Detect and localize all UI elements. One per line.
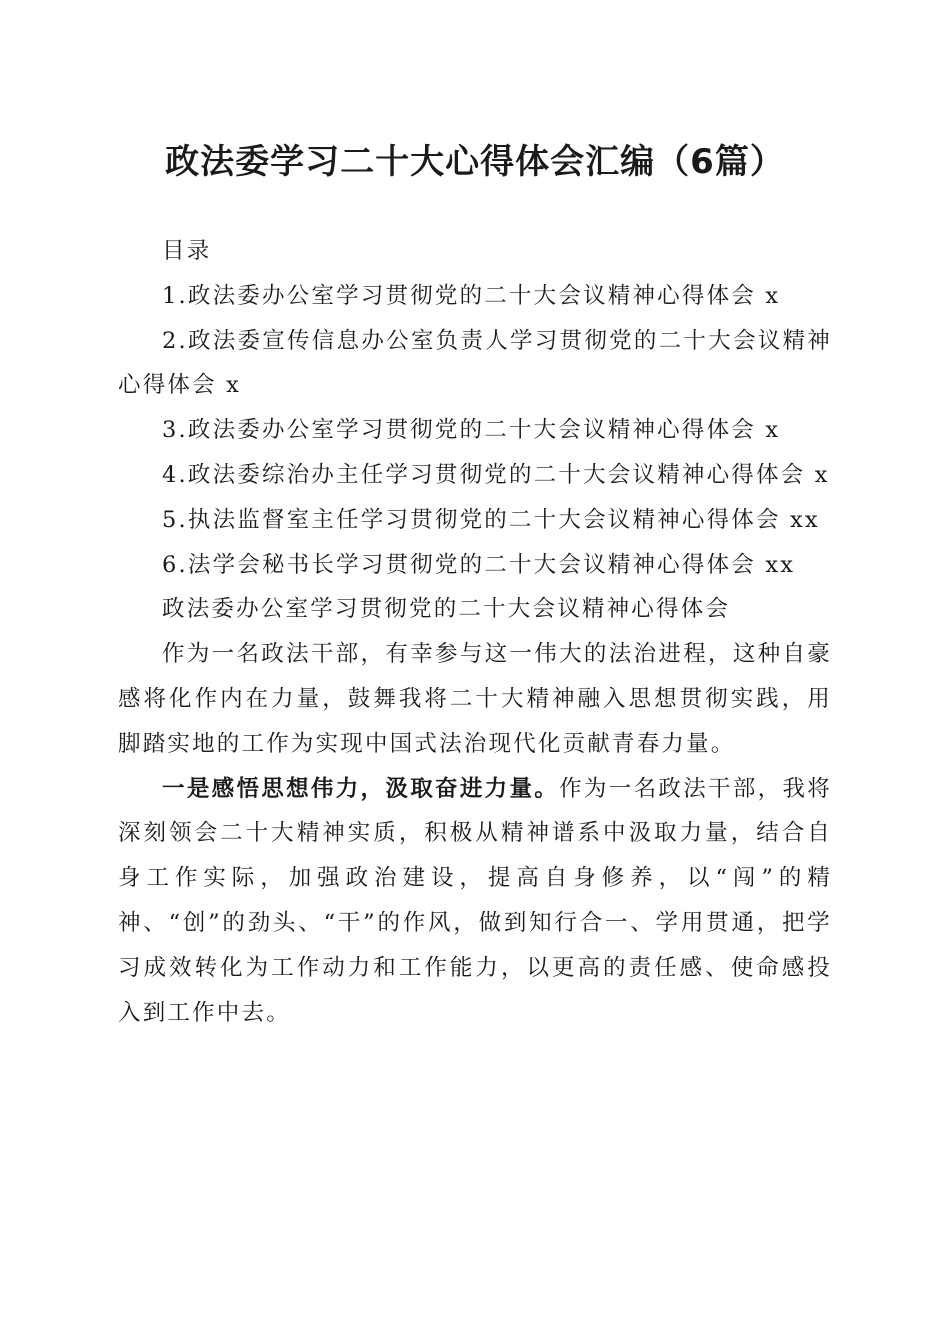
toc-heading: 目录 (162, 238, 212, 264)
paragraph-2-lead: 一是感悟思想伟力，汲取奋进力量。 (162, 775, 560, 802)
section-title: 政法委办公室学习贯彻党的二十大会议精神心得体会 (162, 596, 731, 623)
paragraph-1: 作为一名政法干部，有幸参与这一伟大的法治进程，这种自豪感将化作内在力量，鼓舞我将二十大精神融入思想贯彻实践，用脚踏实地的工作为实现中国式法治现代化贡献青春力量。 (118, 641, 832, 757)
paragraph-2 (118, 767, 832, 1036)
toc-item-4: 4.政法委综治办主任学习贯彻党的二十大会议精神心得体会 x (162, 461, 830, 488)
paragraph-2-body: 作为一名政法干部，我将深刻领会二十大精神实质，积极从精神谱系中汲取力量，结合自身工作实际，加强政治建设，提高自身修养，以“闯”的精神、“创”的劲头、“干”的作风，做到知行合一、学用贯通，把学习成效转化为工作动力和工作能力，以更高的责任感、使命感投入到工作中去。 (118, 775, 832, 1026)
toc-item-5: 5.执法监督室主任学习贯彻党的二十大会议精神心得体会 xx (162, 506, 820, 533)
toc-item-1: 1.政法委办公室学习贯彻党的二十大会议精神心得体会 x (162, 282, 781, 309)
toc-item-2: 2.政法委宣传信息办公室负责人学习贯彻党的二十大会议精神心得体会 x (118, 327, 832, 399)
toc-item-6: 6.法学会秘书长学习贯彻党的二十大会议精神心得体会 xx (162, 551, 796, 578)
document-body (118, 229, 832, 1035)
toc-item-3: 3.政法委办公室学习贯彻党的二十大会议精神心得体会 x (162, 417, 781, 444)
document-title: 政法委学习二十大心得体会汇编（6篇） (165, 142, 785, 182)
